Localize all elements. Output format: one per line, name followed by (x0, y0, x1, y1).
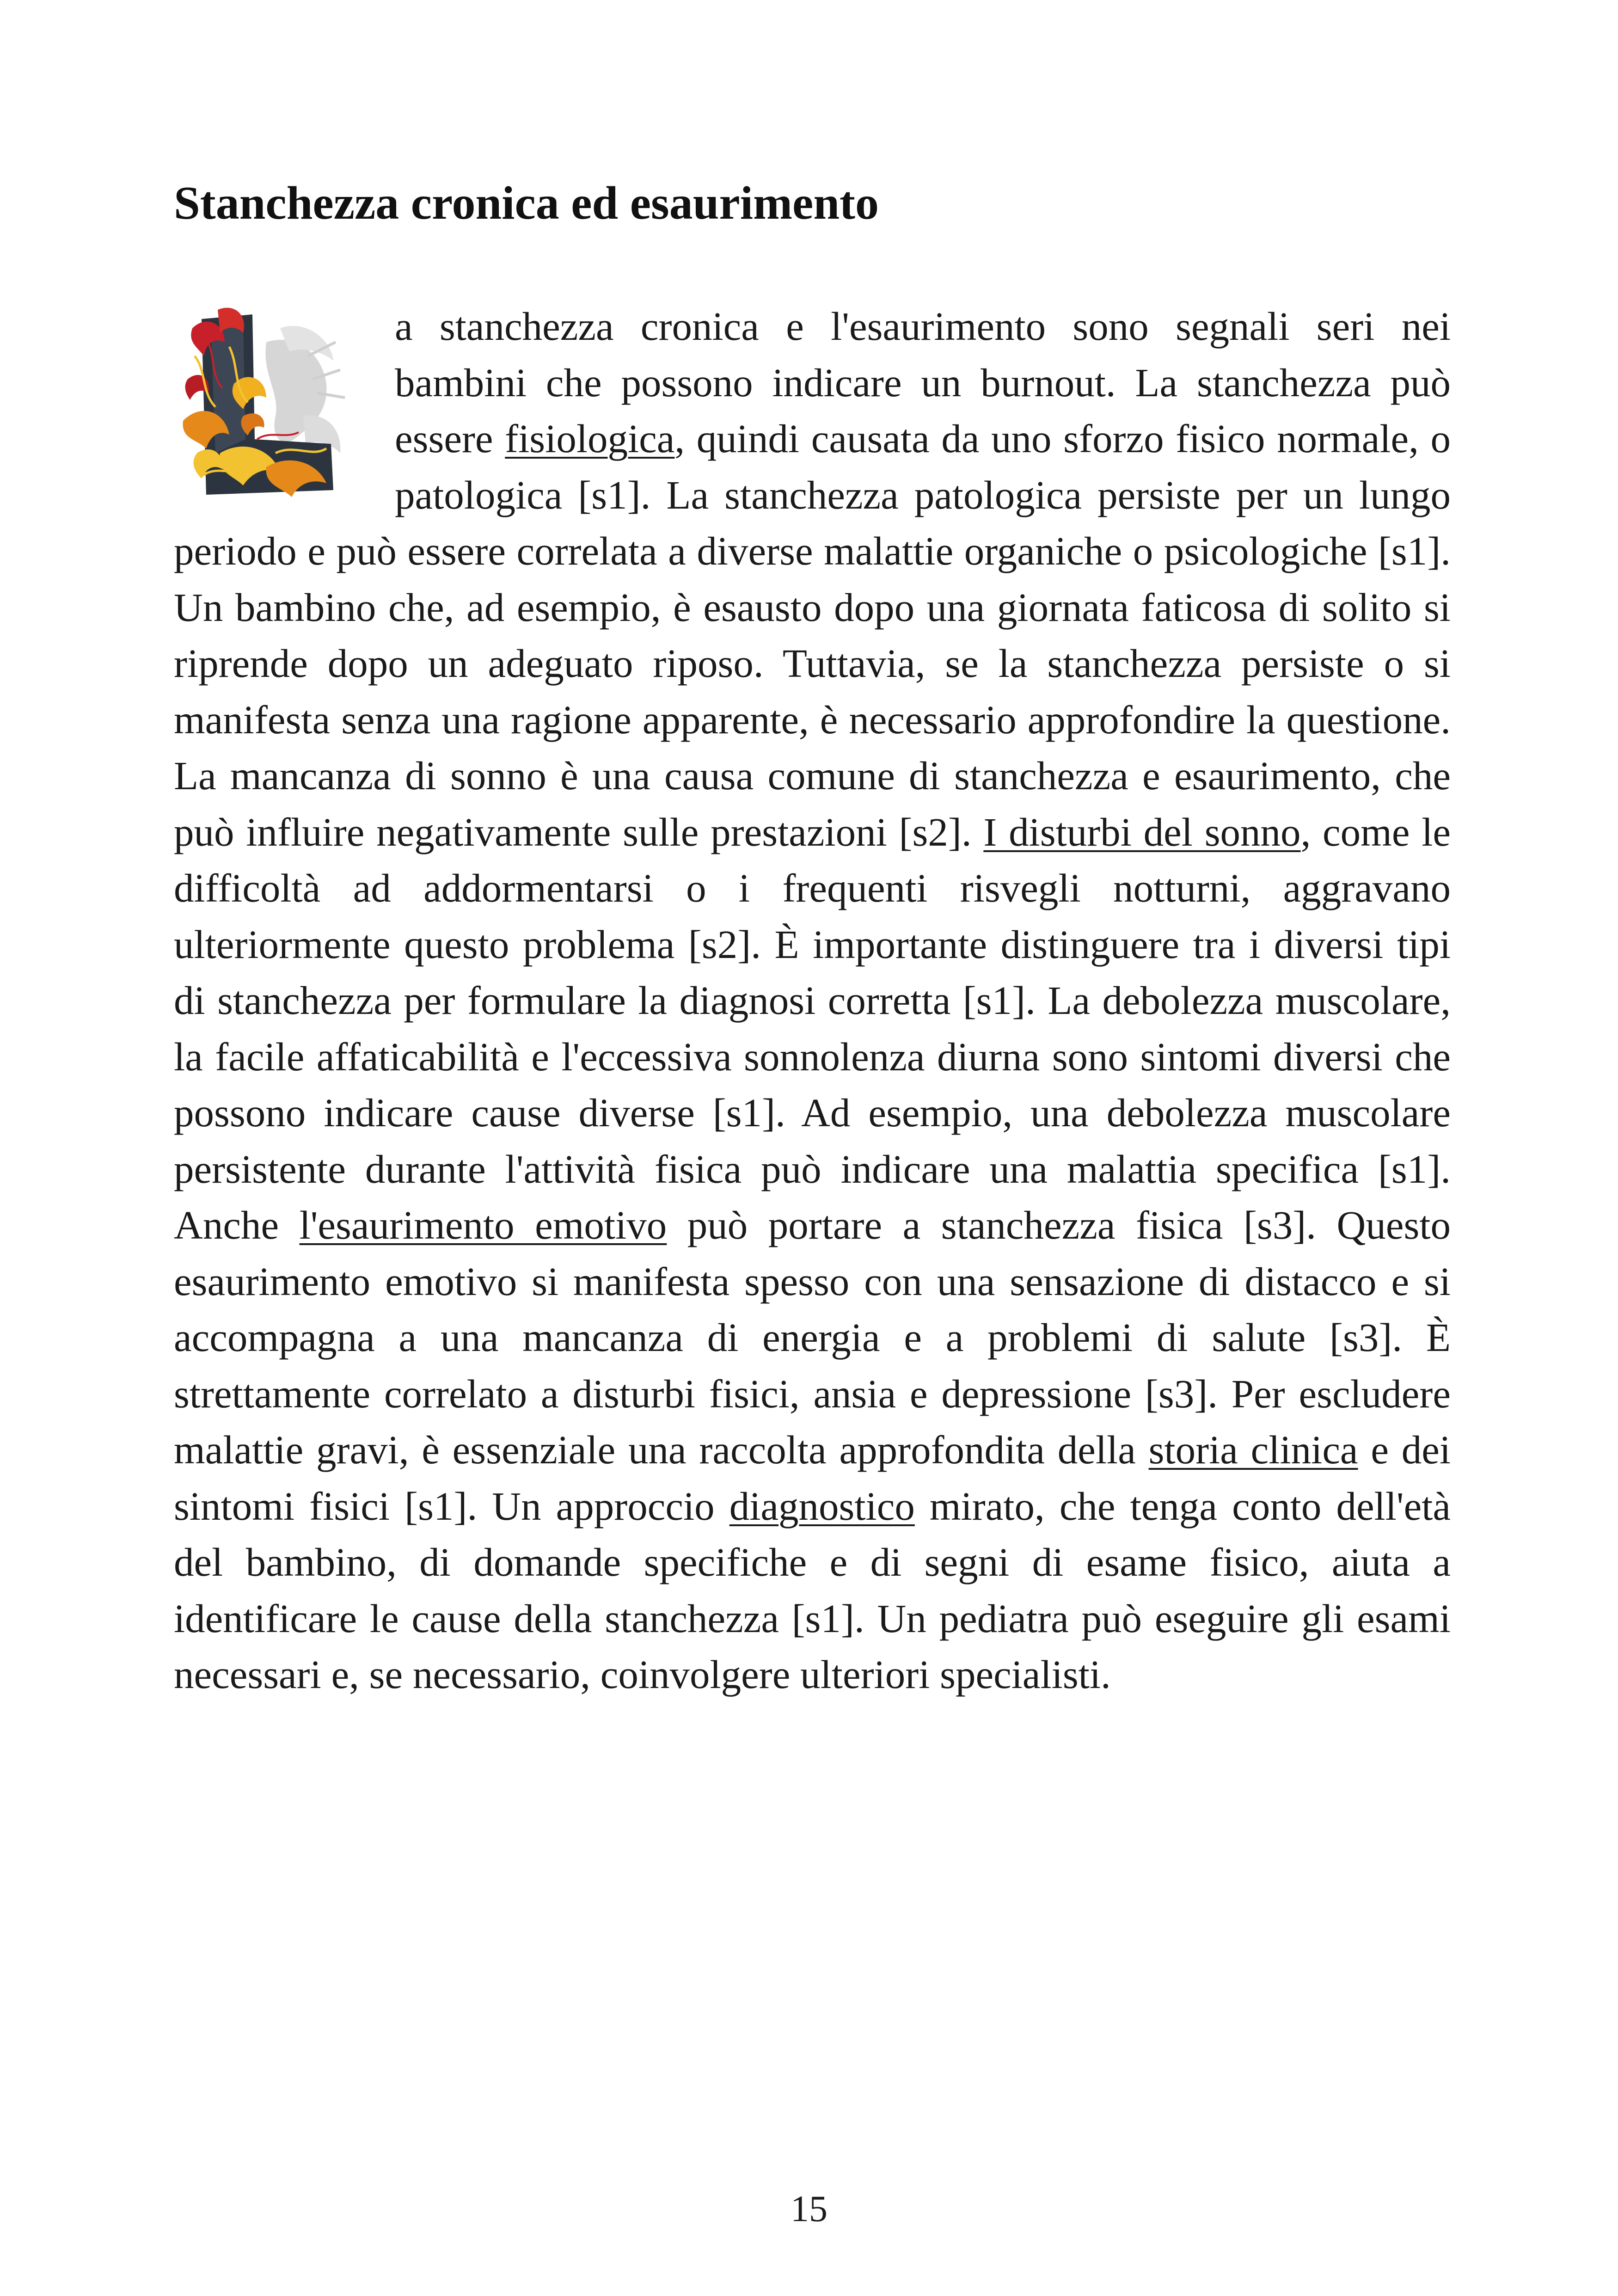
link-fisiologica[interactable]: fisiologica (505, 416, 675, 461)
paragraph-text-6: mirato, che tenga conto dell'età del bambino, di domande specifiche e di segni di esame fisico, aiuta a identificare le cause della stanchezza [s1]. Un pediatra può eseguire gli esami necessari e, se necessario, coinvolgere ulteriori specialisti. (174, 1483, 1451, 1697)
paragraph-text-3: , come le difficoltà ad addormentarsi o i frequenti risvegli notturni, aggravano ulteriormente questo problema [s2]. È importante distinguere tra i diversi tipi di stanchezza per formulare la diagnosi corretta [s1]. La debolezza muscolare, la facile affaticabilità e l'eccessiva sonnolenza diurna sono sintomi diversi che possono indicare cause diverse [s1]. Ad esempio, una debolezza muscolare persistente durante l'attività fisica può indicare una malattia specifica [s1]. Anche (174, 809, 1451, 1247)
drop-cap-letter-l-illustration (174, 301, 358, 506)
body-paragraph (174, 298, 1451, 1703)
link-storia-clinica[interactable]: storia clinica (1148, 1427, 1358, 1472)
paragraph-text-5: e dei sintomi fisici [s1]. Un approccio (174, 1427, 1451, 1529)
link-esaurimento-emotivo[interactable]: l'esaurimento emotivo (299, 1203, 667, 1247)
paragraph-text-1: a stanchezza cronica e l'esaurimento sono segnali seri nei bambini che possono indicare un burnout. La stanchezza può essere (395, 304, 1451, 461)
paragraph-text-4: può portare a stanchezza fisica [s3]. Questo esaurimento emotivo si manifesta spesso con una sensazione di distacco e si accompagna a una mancanza di energia e a problemi di salute [s3]. È strettamente correlato a disturbi fisici, ansia e depressione [s3]. Per escludere malattie gravi, è essenziale una raccolta approfondita della (174, 1203, 1451, 1472)
link-diagnostico[interactable]: diagnostico (729, 1483, 915, 1529)
chapter-title: Stanchezza cronica ed esaurimento (174, 177, 879, 229)
link-disturbi-del-sonno[interactable]: I disturbi del sonno (983, 809, 1301, 854)
paragraph-text-2: , quindi causata da uno sforzo fisico normale, o patologica [s1]. La stanchezza patologica persiste per un lungo periodo e può essere correlata a diverse malattie organiche o psicologiche [s1]. Un bambino che, ad esempio, è esausto dopo una giornata faticosa di solito si riprende dopo un adeguato riposo. Tuttavia, se la stanchezza persiste o si manifesta senza una ragione apparente, è necessario approfondire la questione. La mancanza di sonno è una causa comune di stanchezza e esaurimento, che può influire negativamente sulle prestazioni [s2]. (174, 416, 1451, 854)
page-number: 15 (791, 2189, 827, 2229)
